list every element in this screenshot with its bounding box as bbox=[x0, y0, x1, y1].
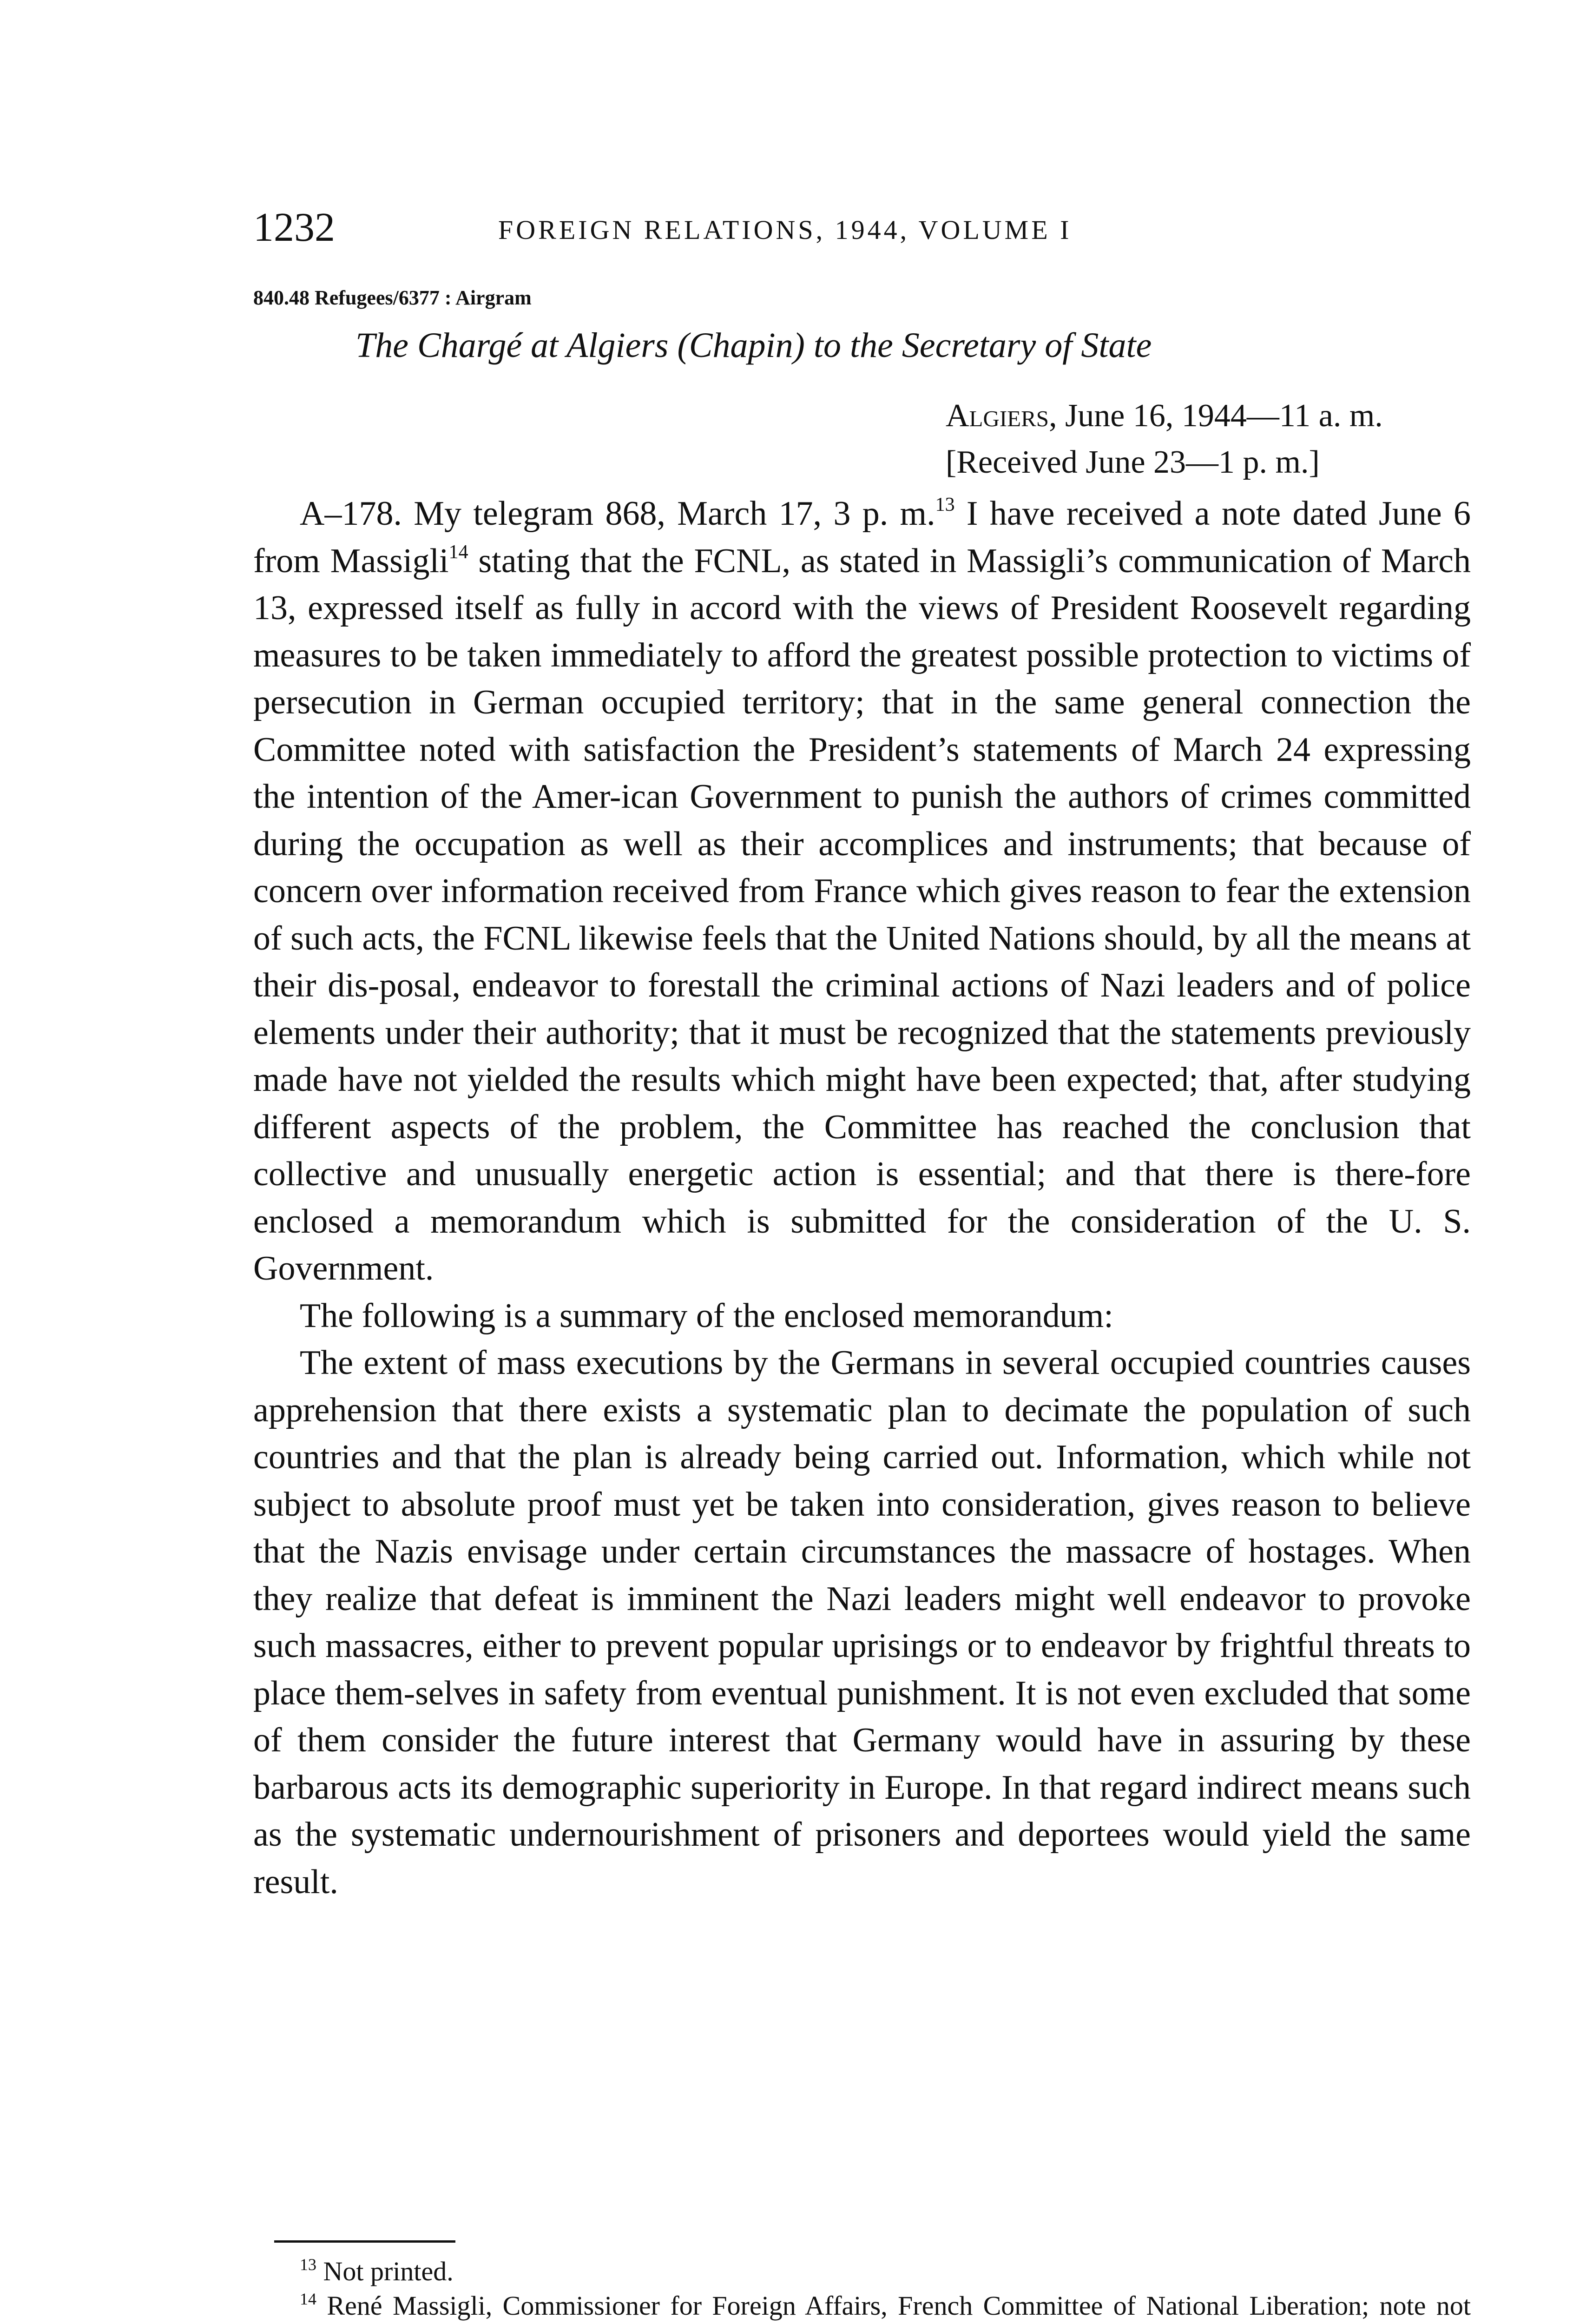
footnote-13-text: Not printed. bbox=[316, 2256, 454, 2286]
paragraph-1-part-a: A–178. My telegram 868, March 17, 3 p. m. bbox=[300, 495, 935, 533]
running-title: FOREIGN RELATIONS, 1944, VOLUME I bbox=[498, 215, 1072, 245]
paragraph-1-part-b: I have received a note dated June 6 from Massigli bbox=[253, 495, 1471, 580]
received-line: [Received June 23—1 p. m.] bbox=[946, 444, 1320, 480]
paragraph-3: The extent of mass executions by the Germans in several occupied countries causes apprehension that there exists a systematic plan to decimate the population of such countries and that the plan is already being carried out. Information, which while not subject to absolute proof must yet be taken into consideration, gives reason to believe that the Nazis envisage under certain circumstances the massacre of hostages. When they realize that defeat is imminent the Nazi leaders might well endeavor to provoke such massacres, either to prevent popular uprisings or to endeavor by frightful threats to place them-selves in safety from eventual punishment. It is not even excluded that some of them consider the future interest that Germany would have in assuring by these barbarous acts its demographic superiority in Europe. In that regard indirect means such as the systematic undernourishment of prisoners and deportees would yield the same result. bbox=[253, 1344, 1471, 1901]
file-reference: 840.48 Refugees/6377 : Airgram bbox=[253, 286, 532, 309]
footnote-14 bbox=[253, 2289, 1471, 2324]
dateline-place: Algiers bbox=[946, 398, 1049, 434]
dateline-date: , June 16, 1944—11 a. m. bbox=[1049, 398, 1383, 434]
footnote-rule bbox=[274, 2240, 455, 2243]
footnotes bbox=[253, 2254, 1471, 2324]
document-title: The Chargé at Algiers (Chapin) to the Secretary of State bbox=[355, 326, 1152, 365]
page-number: 1232 bbox=[253, 205, 335, 250]
paragraph-1 bbox=[253, 490, 1471, 1293]
document-body bbox=[253, 490, 1471, 1906]
paragraph-2: The following is a summary of the enclosed memorandum: bbox=[300, 1296, 1113, 1335]
dateline bbox=[946, 397, 1480, 435]
footnote-14-text: René Massigli, Commissioner for Foreign Affairs, French Committee of National Liberation; note not bbox=[327, 2291, 1471, 2321]
footnote-13-mark: 13 bbox=[300, 2255, 316, 2274]
running-head bbox=[253, 205, 1461, 251]
footnote-ref-14: 14 bbox=[448, 541, 468, 563]
footnote-ref-13: 13 bbox=[935, 494, 955, 515]
paragraph-1-part-c: stating that the FCNL, as stated in Massigli’s communication of March 13, expressed itself as fully in accord with the views of President Roosevelt regarding measures to be taken immediately to afford the greatest possible protection to victims of persecution in German occupied territory; that in the same general connection the Committee noted with satisfaction the President’s statements of March 24 expressing the intention of the Amer-ican Government to punish the authors of crimes committed during the occupation as well as their accomplices and instruments; that because of concern over information received from France which gives reason to fear the extension of such acts, the FCNL likewise feels that the United Nations should, by all the means at their dis-posal, endeavor to forestall the criminal actions of Nazi leaders and of police elements under their authority; that it must be recognized that the statements previously made have not yielded the results which might have been expected; that, after studying different aspects of the problem, the Committee has reached the conclusion that collective and unusually energetic action is essential; and that there is there-fore enclosed a memorandum which is submitted for the consideration of the U. S. Government. bbox=[253, 541, 1471, 1287]
footnote-14-mark: 14 bbox=[300, 2290, 316, 2308]
footnote-13 bbox=[253, 2254, 1471, 2289]
